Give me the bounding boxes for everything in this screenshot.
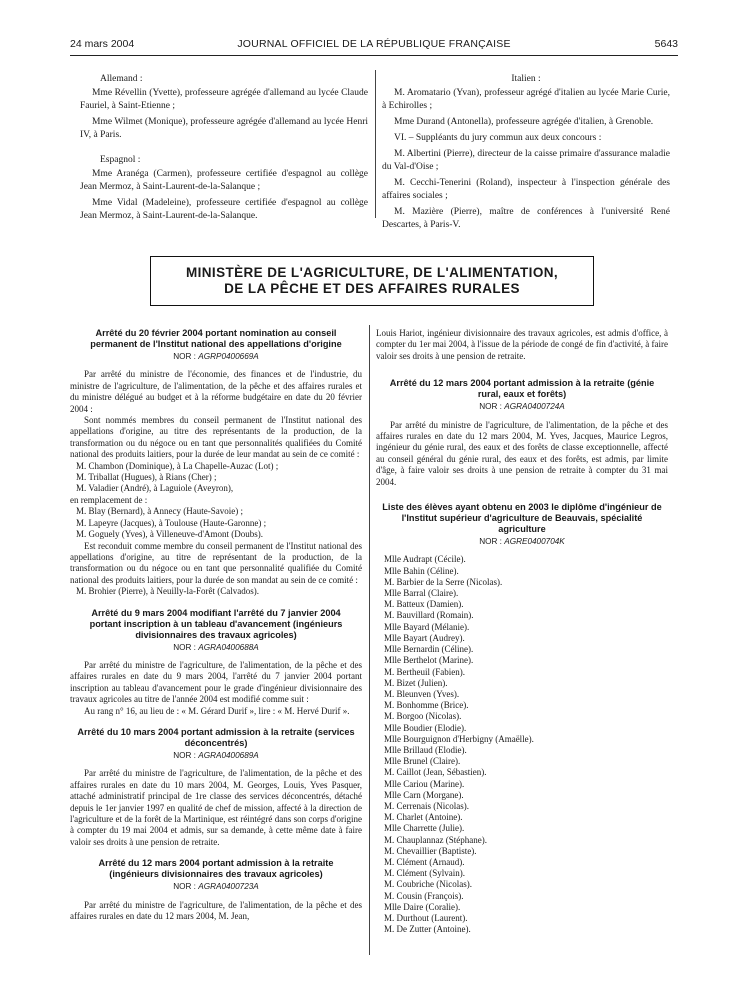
student-entry: M. Bizet (Julien). — [384, 677, 448, 688]
jury-member: M. Aromatario (Yvan), professeur agrégé d'italien au lycée Marie Curie, à Echirolles ; — [382, 88, 670, 111]
member-line: M. Lapeyre (Jacques), à Toulouse (Haute-Garonne) ; — [76, 517, 267, 528]
student-entry: M. Barbier de la Serre (Nicolas). — [384, 576, 503, 587]
decree-paragraph: Par arrêté du ministre de l'agriculture, de l'alimentation, de la pêche et des affaires rurales en date du 9 mars 2004, l'arrêté du 7 janvier 2004 portant inscription au tableau d'avancement pour le grade d'ingénieur divisionnaire des travaux agricoles au titre de l'année 2004 est modifié comme suit : — [70, 659, 362, 705]
column-divider — [375, 70, 376, 218]
nor-code: AGRA0400724A — [504, 402, 565, 412]
section-heading-italien: Italien : — [511, 74, 541, 84]
member-line: M. Blay (Bernard), à Annecy (Haute-Savoie) ; — [76, 506, 243, 517]
student-entry: Mlle Boudier (Elodie). — [384, 722, 467, 733]
jury-member: Mme Vidal (Madeleine), professeure certifiée d'espagnol au collège Jean Mermoz, à Saint-Laurent-de-la-Salanque. — [80, 198, 368, 221]
jury-list-right — [382, 73, 670, 235]
header-rule — [70, 55, 678, 56]
student-entry: Mlle Cariou (Marine). — [384, 778, 465, 789]
right-column — [376, 328, 668, 935]
student-entry: M. Coubriche (Nicolas). — [384, 879, 472, 890]
student-entry: M. De Zutter (Antoine). — [384, 924, 471, 935]
student-entry: M. Bleunven (Yves). — [384, 688, 460, 699]
student-entry: Mlle Brillaud (Elodie). — [384, 744, 467, 755]
student-entry: Mlle Bayard (Mélanie). — [384, 621, 470, 632]
decree-title: Arrêté du 12 mars 2004 portant admission à la retraite (ingénieurs divisionnaires des travaux agricoles) — [98, 858, 334, 880]
student-entry: Mlle Daire (Coralie). — [384, 901, 461, 912]
member-line: M. Triballat (Hugues), à Rians (Cher) ; — [76, 472, 217, 483]
student-entry: Mlle Bahin (Céline). — [384, 565, 459, 576]
nor-reference: NOR : AGRP0400669A — [173, 352, 259, 361]
student-entry: M. Chauplannaz (Stéphane). — [384, 834, 487, 845]
jury-member: M. Cecchi-Tenerini (Roland), inspecteur à l'inspection générale des affaires sociales ; — [382, 178, 670, 201]
nor-code: AGRE0400704K — [504, 537, 565, 547]
replacement-label: en remplacement de : — [70, 494, 148, 505]
decree-paragraph: Au rang n° 16, au lieu de : « M. Gérard Durif », lire : « M. Hervé Durif ». — [84, 705, 350, 716]
jury-member: Mme Aranéga (Carmen), professeure certifiée d'espagnol au collège Jean Mermoz, à Saint-Laurent-de-la-Salanque ; — [80, 169, 368, 192]
ministry-line-1: MINISTÈRE DE L'AGRICULTURE, DE L'ALIMENTATION, — [185, 265, 559, 280]
ministry-banner — [150, 256, 594, 306]
nor-reference: NOR : AGRA0400688A — [173, 642, 259, 652]
decree-paragraph: Par arrêté du ministre de l'agriculture, de l'alimentation, de la pêche et des affaires rurales en date du 12 mars 2004, M. Yves, Jacques, Maurice Legros, ingénieur du génie rural, des eaux et des forêts de classe exceptionnelle, affecté au conseil général du génie rural, des eaux et des forêts, est admis, par limite d'âge, à faire valoir ses droits à une pension de retraite à compter du 31 mai 2004. — [376, 419, 668, 487]
student-list — [376, 554, 668, 935]
nor-reference: NOR : AGRA0400724A — [479, 402, 565, 412]
decree-title: Arrêté du 10 mars 2004 portant admission à la retraite (services déconcentrés) — [77, 726, 355, 748]
student-entry: M. Cousin (François). — [384, 890, 464, 901]
column-divider — [369, 325, 370, 955]
nor-code: AGRP0400669A — [198, 352, 259, 361]
student-entry: M. Bertheuil (Fabien). — [384, 666, 465, 677]
student-entry: M. Clément (Arnaud). — [384, 856, 465, 867]
decree-title: Arrêté du 9 mars 2004 modifiant l'arrêté du 7 janvier 2004 portant inscription à un tableau d'avancement (ingénieurs divisionnaires des travaux agricoles) — [89, 607, 343, 640]
student-entry: M. Charlet (Antoine). — [384, 812, 463, 823]
header-date: 24 mars 2004 — [70, 38, 135, 50]
nor-reference: NOR : AGRA0400723A — [173, 882, 259, 892]
student-entry: Mlle Bernardin (Céline). — [384, 644, 474, 655]
member-line: M. Chambon (Dominique), à La Chapelle-Auzac (Lot) ; — [76, 460, 279, 471]
student-entry: M. Bonhomme (Brice). — [384, 700, 469, 711]
student-entry: Mlle Audrapt (Cécile). — [384, 554, 466, 565]
jury-member: Mme Wilmet (Monique), professeure agrégée d'allemand au lycée Henri IV, à Paris. — [80, 117, 368, 140]
nor-code: AGRA0400723A — [198, 882, 259, 892]
section-heading-espagnol: Espagnol : — [100, 155, 141, 165]
jury-member: M. Mazière (Pierre), maître de conférences à l'université René Descartes, à Paris-V. — [382, 207, 670, 230]
header-title: JOURNAL OFFICIEL DE LA RÉPUBLIQUE FRANÇAISE — [237, 38, 511, 50]
decree-paragraph: Sont nommés membres du conseil permanent de l'Institut national des appellations d'origine, au titre des représentants de la production, de la transformation ou du négoce ou en tant que personnalités qualifiées du Comité national des produits laitiers, pour la durée de leur mandat au sein de ce comité : — [70, 415, 362, 460]
decree-title: Liste des élèves ayant obtenu en 2003 le diplôme d'ingénieur de l'Institut supérieur d'agriculture de Beauvais, spécialité agriculture — [382, 502, 662, 535]
nor-reference: NOR : AGRA0400689A — [173, 750, 259, 760]
student-entry: Mlle Charrette (Julie). — [384, 823, 465, 834]
left-column — [70, 328, 362, 922]
page-header — [70, 38, 678, 54]
decree-title: Arrêté du 20 février 2004 portant nomination au conseil permanent de l'Institut national des appellations d'origine — [90, 328, 342, 349]
member-line: M. Goguely (Yves), à Villeneuve-d'Amont (Doubs). — [76, 529, 263, 540]
decree-paragraph: Par arrêté du ministre de l'économie, des finances et de l'industrie, du ministre de l'agriculture, de l'alimentation, de la pêche et des affaires rurales et du ministre délégué au budget et à la réforme budgétaire en date du 20 février 2004 : — [70, 369, 362, 414]
member-line: M. Valadier (André), à Laguiole (Aveyron), — [76, 483, 234, 494]
decree-paragraph: Est reconduit comme membre du conseil permanent de l'Institut national des appellations d'origine, au titre de représentant de la production, de la transformation ou du négoce ou en tant que personnalité qualifiée du Comité national des produits laitiers, pour la durée de son mandat au sein de ce comité : — [70, 540, 362, 585]
student-entry: M. Caillot (Jean, Sébastien). — [384, 767, 487, 778]
nor-code: AGRA0400689A — [198, 750, 259, 760]
student-entry: M. Bauvillard (Romain). — [384, 610, 474, 621]
student-entry: M. Durthout (Laurent). — [384, 912, 468, 923]
jury-member: Mme Révellin (Yvette), professeure agrégée d'allemand au lycée Claude Fauriel, à Saint-Etienne ; — [80, 88, 368, 111]
decree-paragraph: Par arrêté du ministre de l'agriculture, de l'alimentation, de la pêche et des affaires rurales en date du 12 mars 2004, M. Jean, — [70, 899, 362, 922]
student-entry: M. Borgoo (Nicolas). — [384, 711, 462, 722]
decree-title: Arrêté du 12 mars 2004 portant admission à la retraite (génie rural, eaux et forêts) — [389, 378, 655, 400]
student-entry: M. Clément (Sylvain). — [384, 868, 465, 879]
student-entry: Mlle Brunel (Claire). — [384, 756, 461, 767]
nor-code: AGRA0400688A — [198, 642, 259, 652]
student-entry: Mlle Carn (Morgane). — [384, 789, 464, 800]
student-entry: M. Cerrenais (Nicolas). — [384, 800, 469, 811]
jury-member: Mme Durand (Antonella), professeure agrégée d'italien, à Grenoble. — [394, 117, 654, 127]
section-heading-allemand: Allemand : — [100, 74, 143, 84]
jury-member: M. Albertini (Pierre), directeur de la caisse primaire d'assurance maladie du Val-d'Oise ; — [382, 149, 670, 172]
nor-reference: NOR : AGRE0400704K — [479, 537, 565, 547]
page-number: 5643 — [654, 38, 678, 50]
section-heading-suppleants: VI. – Suppléants du jury commun aux deux concours : — [394, 133, 602, 143]
member-line: M. Brohier (Pierre), à Neuilly-la-Forêt (Calvados). — [76, 586, 259, 597]
student-entry: Mlle Bourguignon d'Herbigny (Amaëlle). — [384, 733, 534, 744]
student-entry: Mlle Barral (Claire). — [384, 588, 459, 599]
student-entry: M. Batteux (Damien). — [384, 599, 464, 610]
student-entry: Mlle Bayart (Audrey). — [384, 632, 465, 643]
student-entry: Mlle Berthelot (Marine). — [384, 655, 474, 666]
ministry-line-2: DE LA PÊCHE ET DES AFFAIRES RURALES — [224, 281, 520, 296]
decree-paragraph-continued: Louis Hariot, ingénieur divisionnaire des travaux agricoles, est admis d'office, à compter du 1er mai 2004, à l'issue de la période de congé de fin d'activité, à faire valoir ses droits à une pension de retraite. — [376, 328, 668, 361]
jury-list-left — [80, 73, 368, 226]
student-entry: M. Chevaillier (Baptiste). — [384, 845, 477, 856]
decree-paragraph: Par arrêté du ministre de l'agriculture, de l'alimentation, de la pêche et des affaires rurales en date du 10 mars 2004, M. Georges, Louis, Yves Pasquer, attaché administratif principal de 1re classe des services déconcentrés, détaché depuis le 1er janvier 1997 en qualité de chef de mission, affecté à la direction de l'agriculture et de la forêt de la Martinique, est réintégré dans son corps d'origine à compter du 19 mai 2004 et admis, sur sa demande, à cette même date à faire valoir ses droits à une pension de retraite. — [70, 768, 362, 847]
